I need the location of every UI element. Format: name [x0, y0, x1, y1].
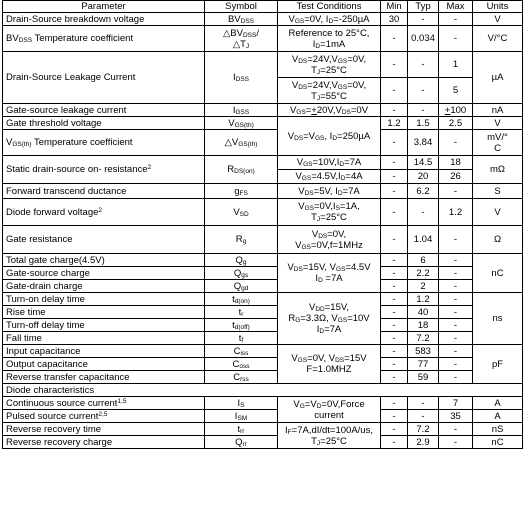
header-test-conditions: Test Conditions	[278, 1, 381, 13]
symbol-cell: $Q_g$	[205, 254, 278, 267]
table-row	[3, 117, 523, 130]
symbol-cell: $t_{rr}$	[205, 423, 278, 436]
parameter-cell: Input capacitance	[3, 345, 205, 358]
typ-cell: 20	[408, 170, 439, 184]
conditions-cell: $V_{GS}=0V,I_S=1A$, $T_J=25^\circ C$	[278, 199, 381, 226]
conditions-cell: $V_{GS}=10V,I_D=7A$	[278, 156, 381, 170]
table-row	[3, 26, 523, 52]
parameter-cell: $BV_{DSS}$ Temperature coefficient	[3, 26, 205, 52]
units-cell: nC	[473, 254, 523, 293]
parameter-cell: Reverse recovery charge	[3, 436, 205, 449]
max-cell: -	[439, 436, 473, 449]
parameter-cell: Turn-on delay time	[3, 293, 205, 306]
typ-cell: -	[408, 13, 439, 26]
units-cell: mΩ	[473, 156, 523, 184]
table-row	[3, 410, 523, 423]
parameter-cell: Gate threshold voltage	[3, 117, 205, 130]
table-row	[3, 267, 523, 280]
header-units: Units	[473, 1, 523, 13]
units-cell: V	[473, 117, 523, 130]
min-cell: -	[381, 267, 408, 280]
typ-cell: -	[408, 78, 439, 104]
parameter-cell: Static drain-source on- resistance$^2$	[3, 156, 205, 184]
conditions-cell: $I_F=7A,dI/dt=100A/us$, $T_J=25^\circ C$	[278, 423, 381, 449]
table-row	[3, 436, 523, 449]
parameter-cell: Continuous source current$^{1,5}$	[3, 397, 205, 410]
conditions-cell: $V_{DS}=5V$, $I_D=7A$	[278, 184, 381, 199]
table-row	[3, 332, 523, 345]
symbol-cell: $\triangle V_{GS(th)}$	[205, 130, 278, 156]
units-cell: V	[473, 13, 523, 26]
diode-section-title: Diode characteristics	[3, 384, 523, 397]
typ-cell: 18	[408, 319, 439, 332]
units-cell: ns	[473, 293, 523, 345]
conditions-cell: $V_{DS}=24V,V_{GS}=0V$, $T_J=25^\circ C$	[278, 52, 381, 78]
min-cell: -	[381, 358, 408, 371]
table-row	[3, 254, 523, 267]
symbol-cell: $BV_{DSS}$	[205, 13, 278, 26]
min-cell: -	[381, 410, 408, 423]
symbol-cell: $\triangle BV_{DSS}/$ $\triangle T_J$	[205, 26, 278, 52]
max-cell: -	[439, 332, 473, 345]
max-cell: -	[439, 254, 473, 267]
symbol-cell: $Q_{gs}$	[205, 267, 278, 280]
typ-cell: 14.5	[408, 156, 439, 170]
typ-cell: 2.9	[408, 436, 439, 449]
units-cell: A	[473, 397, 523, 410]
max-cell: 1.2	[439, 199, 473, 226]
max-cell: 7	[439, 397, 473, 410]
conditions-cell: $V_{DS}=24V,V_{GS}=0V$, $T_J=55^\circ C$	[278, 78, 381, 104]
typ-cell: -	[408, 410, 439, 423]
max-cell: -	[439, 226, 473, 254]
typ-cell: 1.04	[408, 226, 439, 254]
min-cell: -	[381, 397, 408, 410]
conditions-cell: Reference to 25°C, $I_D=1mA$	[278, 26, 381, 52]
max-cell: -	[439, 319, 473, 332]
table-row	[3, 371, 523, 384]
table-row	[3, 199, 523, 226]
symbol-cell: $I_{SM}$	[205, 410, 278, 423]
symbol-cell: $V_{SD}$	[205, 199, 278, 226]
typ-cell: 583	[408, 345, 439, 358]
max-cell: -	[439, 184, 473, 199]
header-max: Max	[439, 1, 473, 13]
table-row	[3, 13, 523, 26]
typ-cell: -	[408, 104, 439, 117]
symbol-cell: $R_{DS(on)}$	[205, 156, 278, 184]
parameter-cell: Turn-off delay time	[3, 319, 205, 332]
table-row	[3, 226, 523, 254]
symbol-cell: $t_{d(on)}$	[205, 293, 278, 306]
units-cell: nA	[473, 104, 523, 117]
units-cell: µA	[473, 52, 523, 104]
parameter-cell: Gate resistance	[3, 226, 205, 254]
parameter-cell: Gate-source charge	[3, 267, 205, 280]
symbol-cell: $C_{rss}$	[205, 371, 278, 384]
table-row	[3, 319, 523, 332]
symbol-cell: $R_g$	[205, 226, 278, 254]
conditions-cell: $V_{DS}=0V$, $V_{GS}=0V,f=1MHz$	[278, 226, 381, 254]
max-cell: 26	[439, 170, 473, 184]
min-cell: -	[381, 130, 408, 156]
parameter-cell: Drain-Source breakdown voltage	[3, 13, 205, 26]
max-cell: -	[439, 130, 473, 156]
typ-cell: 40	[408, 306, 439, 319]
symbol-cell: $t_r$	[205, 306, 278, 319]
parameter-cell: Drain-Source Leakage Current	[3, 52, 205, 104]
min-cell: -	[381, 332, 408, 345]
typ-cell: 1.2	[408, 293, 439, 306]
min-cell: -	[381, 104, 408, 117]
symbol-cell: $C_{iss}$	[205, 345, 278, 358]
max-cell: -	[439, 306, 473, 319]
max-cell: -	[439, 345, 473, 358]
header-parameter: Parameter	[3, 1, 205, 13]
max-cell: 5	[439, 78, 473, 104]
max-cell: -	[439, 423, 473, 436]
typ-cell: 7.2	[408, 423, 439, 436]
electrical-characteristics-table	[2, 0, 523, 449]
table-row	[3, 104, 523, 117]
table-row	[3, 156, 523, 170]
parameter-cell: Reverse recovery time	[3, 423, 205, 436]
table-row	[3, 280, 523, 293]
header-min: Min	[381, 1, 408, 13]
parameter-cell: Rise time	[3, 306, 205, 319]
min-cell: -	[381, 423, 408, 436]
parameter-cell: Output capacitance	[3, 358, 205, 371]
table-row	[3, 130, 523, 156]
min-cell: -	[381, 319, 408, 332]
table-row	[3, 52, 523, 78]
symbol-cell: $t_f$	[205, 332, 278, 345]
units-cell: pF	[473, 345, 523, 384]
table-row	[3, 423, 523, 436]
units-cell: Ω	[473, 226, 523, 254]
conditions-cell: $V_{GS}=4.5V,I_D=4A$	[278, 170, 381, 184]
typ-cell: 6	[408, 254, 439, 267]
header-typ: Typ	[408, 1, 439, 13]
section-header-row	[3, 384, 523, 397]
max-cell: -	[439, 26, 473, 52]
max-cell: 18	[439, 156, 473, 170]
parameter-cell: Fall time	[3, 332, 205, 345]
min-cell: -	[381, 254, 408, 267]
parameter-cell: Gate-drain charge	[3, 280, 205, 293]
symbol-cell: $I_{DSS}$	[205, 52, 278, 104]
typ-cell: 2	[408, 280, 439, 293]
parameter-cell: Pulsed source current$^{2,5}$	[3, 410, 205, 423]
conditions-cell: $V_{GS}=0V$, $V_{DS}=15V$ F=1.0MHZ	[278, 345, 381, 384]
typ-cell: 1.5	[408, 117, 439, 130]
min-cell: 1.2	[381, 117, 408, 130]
typ-cell: 2.2	[408, 267, 439, 280]
max-cell: -	[439, 358, 473, 371]
symbol-cell: $V_{GS(th)}$	[205, 117, 278, 130]
min-cell: 30	[381, 13, 408, 26]
conditions-cell: $V_{DS}=V_{GS}$, $I_D=250\mu A$	[278, 117, 381, 156]
units-cell: V	[473, 199, 523, 226]
typ-cell: 6.2	[408, 184, 439, 199]
units-cell: S	[473, 184, 523, 199]
typ-cell: -	[408, 397, 439, 410]
typ-cell: -	[408, 199, 439, 226]
max-cell: -	[439, 267, 473, 280]
parameter-cell: Reverse transfer capacitance	[3, 371, 205, 384]
header-symbol: Symbol	[205, 1, 278, 13]
parameter-cell: Forward transcend ductance	[3, 184, 205, 199]
conditions-cell: $V_{GS}=+20V,V_{DS}=0V$	[278, 104, 381, 117]
max-cell: 1	[439, 52, 473, 78]
conditions-cell: $V_{DD}=15V$, $R_G=3.3\Omega$, $V_{GS}=10V$ $I_D=7A$	[278, 293, 381, 345]
symbol-cell: $Q_{gd}$	[205, 280, 278, 293]
typ-cell: 3.84	[408, 130, 439, 156]
typ-cell: 0.034	[408, 26, 439, 52]
parameter-cell: Diode forward voltage$^2$	[3, 199, 205, 226]
min-cell: -	[381, 170, 408, 184]
units-cell: mV/° C	[473, 130, 523, 156]
min-cell: -	[381, 78, 408, 104]
units-cell: V/°C	[473, 26, 523, 52]
min-cell: -	[381, 199, 408, 226]
table-row	[3, 306, 523, 319]
min-cell: -	[381, 436, 408, 449]
min-cell: -	[381, 26, 408, 52]
symbol-cell: $I_{GSS}$	[205, 104, 278, 117]
typ-cell: 7.2	[408, 332, 439, 345]
symbol-cell: $Q_{rr}$	[205, 436, 278, 449]
symbol-cell: $I_S$	[205, 397, 278, 410]
table-row	[3, 345, 523, 358]
conditions-cell: $V_{DS}=15V$, $V_{GS}=4.5V$ $I_D =7A$	[278, 254, 381, 293]
max-cell: 2.5	[439, 117, 473, 130]
max-cell: -	[439, 13, 473, 26]
conditions-cell: $V_{GS}=0V$, $I_D=-250\mu A$	[278, 13, 381, 26]
max-cell: +100	[439, 104, 473, 117]
typ-cell: -	[408, 52, 439, 78]
max-cell: -	[439, 371, 473, 384]
symbol-cell: $C_{oss}$	[205, 358, 278, 371]
min-cell: -	[381, 293, 408, 306]
table-row	[3, 293, 523, 306]
min-cell: -	[381, 306, 408, 319]
min-cell: -	[381, 184, 408, 199]
min-cell: -	[381, 156, 408, 170]
max-cell: 35	[439, 410, 473, 423]
units-cell: nS	[473, 423, 523, 436]
parameter-cell: $V_{GS(th)}$ Temperature coefficient	[3, 130, 205, 156]
min-cell: -	[381, 280, 408, 293]
min-cell: -	[381, 52, 408, 78]
min-cell: -	[381, 226, 408, 254]
min-cell: -	[381, 345, 408, 358]
table-row	[3, 358, 523, 371]
max-cell: -	[439, 293, 473, 306]
symbol-cell: $g_{FS}$	[205, 184, 278, 199]
typ-cell: 59	[408, 371, 439, 384]
parameter-cell: Total gate charge(4.5V)	[3, 254, 205, 267]
units-cell: nC	[473, 436, 523, 449]
units-cell: A	[473, 410, 523, 423]
table-row	[3, 397, 523, 410]
conditions-cell: $V_G=V_D=0V,Force$ current	[278, 397, 381, 423]
max-cell: -	[439, 280, 473, 293]
typ-cell: 77	[408, 358, 439, 371]
symbol-cell: $t_{d(off)}$	[205, 319, 278, 332]
min-cell: -	[381, 371, 408, 384]
table-row	[3, 184, 523, 199]
parameter-cell: Gate-source leakage current	[3, 104, 205, 117]
